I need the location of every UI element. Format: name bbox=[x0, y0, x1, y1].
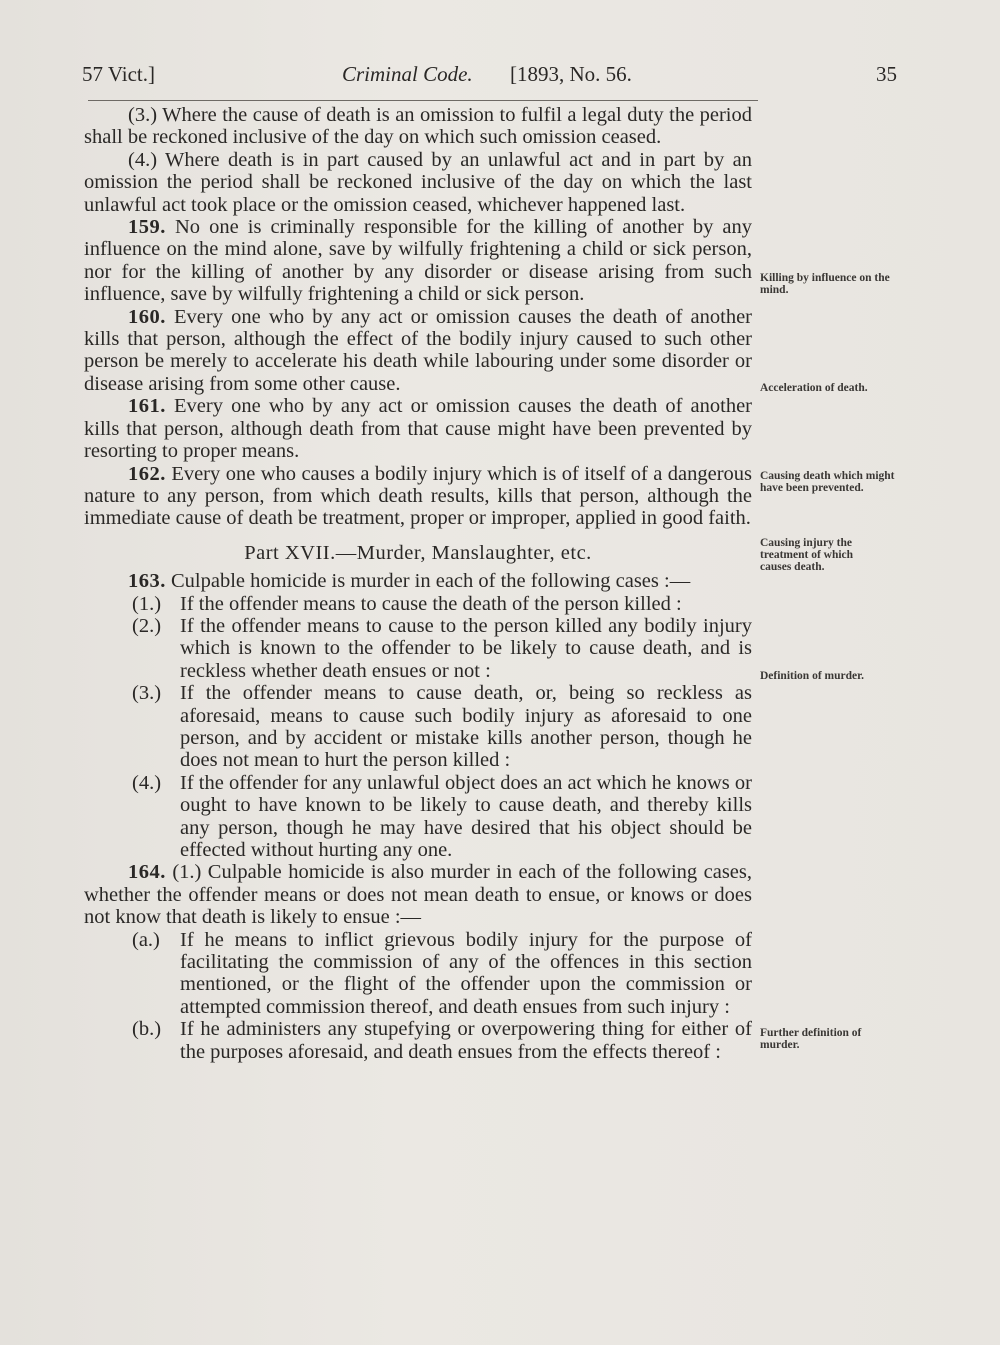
header-act-reference: [1893, No. 56. bbox=[510, 62, 632, 86]
case-label: (2.) bbox=[132, 614, 162, 637]
section-text: Every one who by any act or omission causes the death of another kills that person, although death from that cause might have been prevented by resorting to proper means. bbox=[84, 395, 753, 463]
case-text: If he means to inflict grievous bodily injury for the purpose of facilitating the commission of any of the offences in this section mentioned, or the flight of the offender upon the commission or attempted commission thereof, and death ensues from such injury : bbox=[180, 928, 752, 1018]
running-header bbox=[82, 62, 897, 92]
margin-note-159: Killing by influence on the mind. bbox=[760, 272, 890, 296]
section-text: Every one who causes a bodily injury which is of itself of a dangerous nature to any person, from which death results, kills that person, although the immediate cause of death be treatment, proper or improper, applied in good faith. bbox=[84, 462, 753, 530]
case-text: If the offender means to cause to the person killed any bodily injury which is known to the offender to be likely to cause death, and is reckless whether death ensues or not : bbox=[180, 614, 752, 682]
section-164 bbox=[84, 861, 752, 928]
subsection-4: (4.) Where death is in part caused by an unlawful act and in part by an omission the period shall be reckoned inclusive of the day on which the last unlawful act took place or the omission ceased, whichever happened last. bbox=[84, 148, 752, 216]
case-item bbox=[84, 1018, 752, 1063]
section-text: Every one who by any act or omission causes the death of another kills that person, although the effect of the bodily injury caused to such other person be merely to accelerate his death while labouring under some disorder or disease arising from some other cause. bbox=[84, 305, 753, 395]
case-label: (a.) bbox=[132, 928, 160, 951]
case-item bbox=[84, 615, 752, 682]
section-number: 160. bbox=[128, 305, 166, 328]
section-162 bbox=[84, 463, 752, 530]
case-text: If the offender means to cause death, or, being so reckless as aforesaid, means to cause such bodily injury as aforesaid to one person, and by accident or mistake kills another person, though he does not mean to hurt the person killed : bbox=[180, 682, 752, 772]
margin-note-161: Causing death which might have been prevented. bbox=[760, 470, 895, 494]
section-160 bbox=[84, 306, 752, 396]
case-label: (4.) bbox=[132, 771, 162, 794]
section-number: 161. bbox=[128, 395, 166, 418]
section-159 bbox=[84, 216, 752, 306]
case-item bbox=[84, 772, 752, 862]
section-number: 162. bbox=[128, 462, 166, 485]
case-item bbox=[84, 593, 752, 615]
case-text: If the offender means to cause the death of the person killed : bbox=[180, 592, 682, 615]
section-163 bbox=[84, 570, 752, 592]
header-rule bbox=[88, 100, 758, 101]
header-title: Criminal Code. bbox=[342, 62, 473, 86]
section-161 bbox=[84, 395, 752, 462]
section-text: No one is criminally responsible for the killing of another by any influence on the mind alone, save by wilfully frightening a child or sick person, nor for the killing of another by any disorder or disease arising from such influence, save by wilfully frightening a child or sick person. bbox=[84, 216, 753, 306]
margin-note-162: Causing injury the treatment of which causes death. bbox=[760, 537, 854, 573]
margin-note-163: Definition of murder. bbox=[760, 670, 865, 682]
part-heading: Part XVII.—Murder, Manslaughter, etc. bbox=[244, 541, 592, 564]
margin-note-160: Acceleration of death. bbox=[760, 382, 868, 394]
margin-note-164: Further definition of murder. bbox=[760, 1027, 862, 1051]
case-text: If he administers any stupefying or overpowering thing for either of the purposes aforesaid, and death ensues from the effects thereof : bbox=[180, 1018, 752, 1063]
case-item bbox=[84, 929, 752, 1019]
subsection-3: (3.) Where the cause of death is an omission to fulfil a legal duty the period shall be reckoned inclusive of the day on which such omission ceased. bbox=[84, 104, 752, 149]
page-number: 35 bbox=[876, 62, 897, 86]
header-regnal-year: 57 Vict.] bbox=[82, 62, 156, 86]
section-number: 159. bbox=[128, 216, 166, 239]
case-label: (b.) bbox=[132, 1018, 162, 1041]
section-number: 163. bbox=[128, 570, 166, 593]
case-label: (3.) bbox=[132, 682, 162, 705]
section-text: Culpable homicide is murder in each of the following cases :— bbox=[171, 570, 691, 593]
case-label: (1.) bbox=[132, 592, 162, 615]
case-text: If the offender for any unlawful object does an act which he knows or ought to have known to be likely to cause death, and thereby kills any person, though he may have desired that his object should be effected without hurting any one. bbox=[180, 771, 752, 861]
section-number: 164. bbox=[128, 861, 166, 884]
main-text bbox=[84, 104, 752, 1063]
section-text: (1.) Culpable homicide is also murder in each of the following cases, whether the offender means or does not mean death to ensue, or knows or does not know that death is likely to ensue :— bbox=[84, 861, 752, 929]
case-item bbox=[84, 682, 752, 772]
